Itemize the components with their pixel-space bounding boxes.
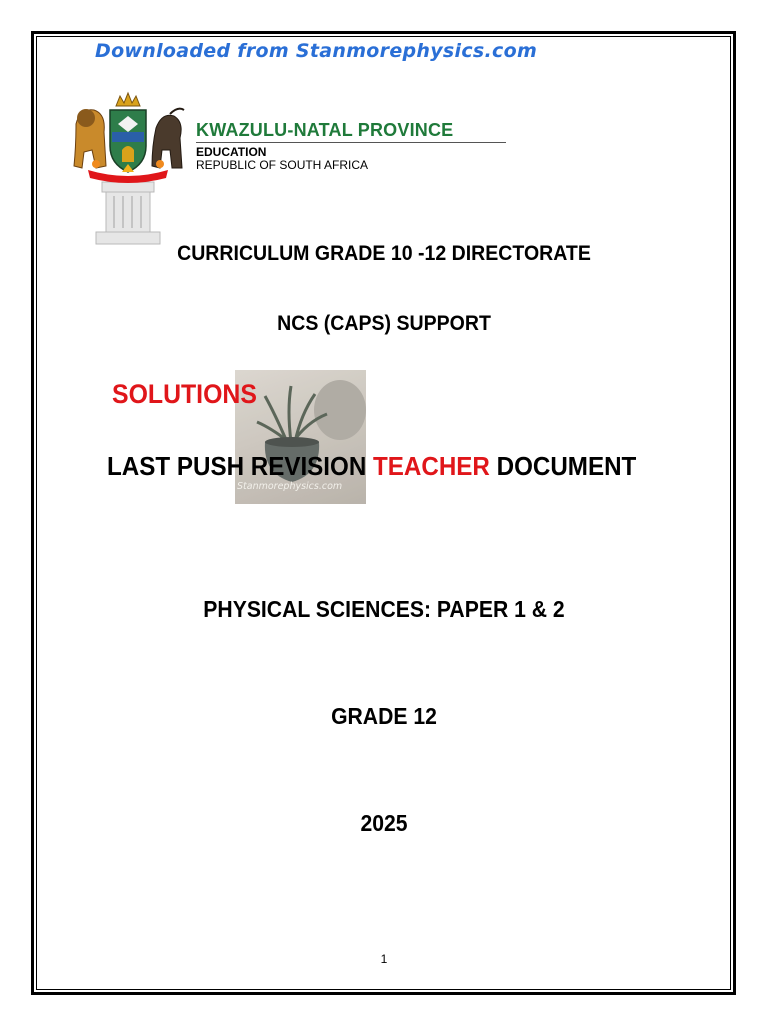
subject-heading: PHYSICAL SCIENCES: PAPER 1 & 2 <box>203 596 565 622</box>
directorate-heading: CURRICULUM GRADE 10 -12 DIRECTORATE <box>177 242 591 265</box>
document-title-teacher: TEACHER <box>373 451 490 481</box>
photo-watermark-text: Stanmorephysics.com <box>237 481 343 492</box>
year-heading: 2025 <box>360 810 408 836</box>
page-number: 1 <box>380 952 388 966</box>
support-heading: NCS (CAPS) SUPPORT <box>277 312 491 335</box>
grade-heading: GRADE 12 <box>331 703 437 729</box>
document-title-part2: DOCUMENT <box>489 451 637 481</box>
coat-of-arms-icon <box>66 88 190 246</box>
solutions-label: SOLUTIONS <box>112 379 257 409</box>
province-name: KWAZULU-NATAL PROVINCE <box>196 120 454 140</box>
country-name: REPUBLIC OF SOUTH AFRICA <box>196 158 369 172</box>
header-divider <box>196 142 506 143</box>
document-title-part1: LAST PUSH REVISION <box>107 451 374 481</box>
department-name: EDUCATION <box>196 145 267 159</box>
download-watermark: Downloaded from Stanmorephysics.com <box>95 40 538 62</box>
document-title <box>107 451 636 482</box>
